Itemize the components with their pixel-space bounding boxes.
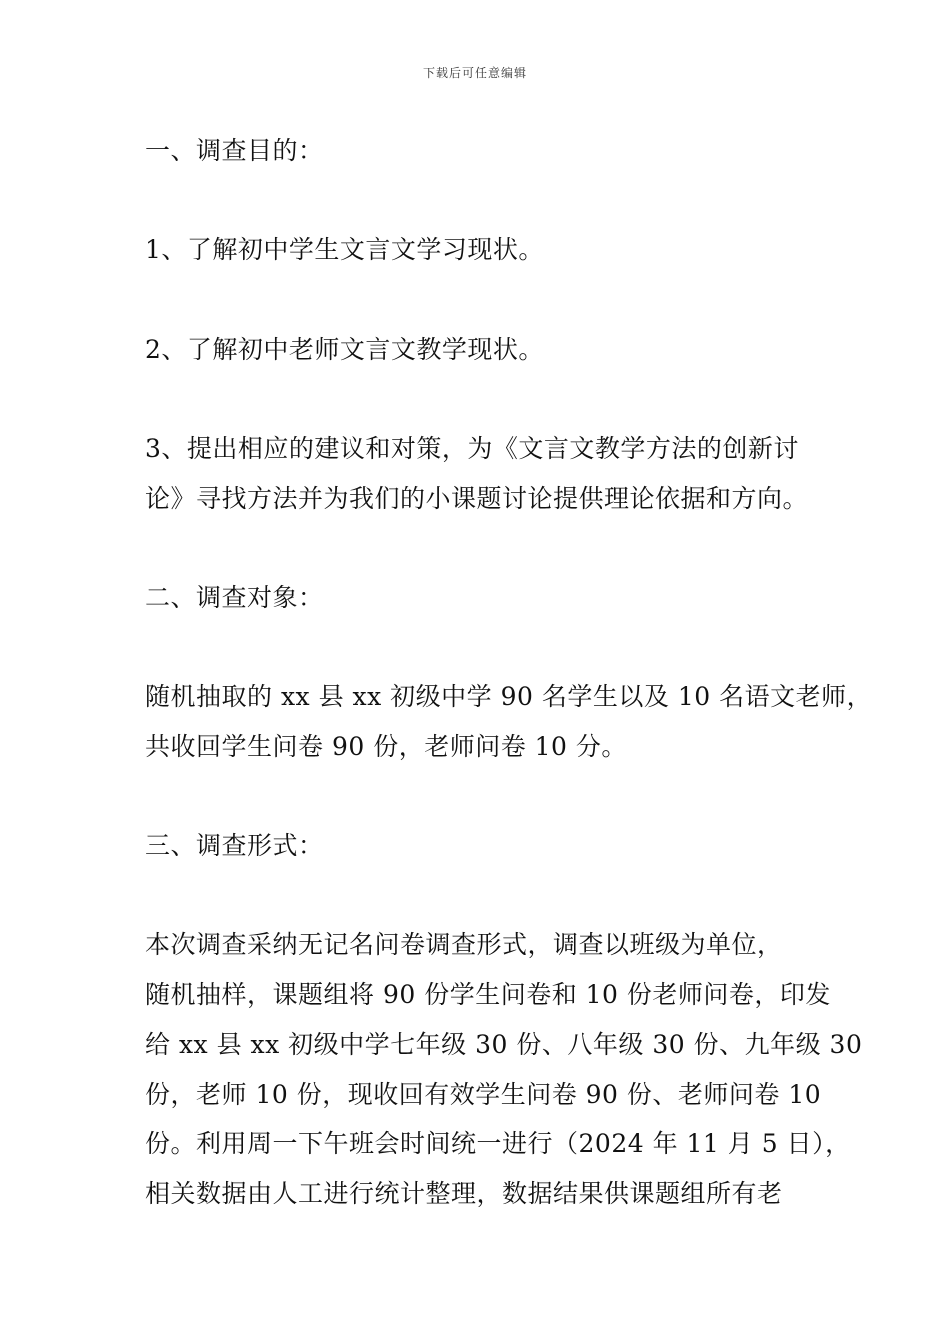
page-header: 下载后可任意编辑 (422, 66, 527, 80)
subjects-paragraph-line-1: 随机抽取的 xx 县 xx 初级中学 90 名学生以及 10 名语文老师， (145, 682, 873, 711)
section-title-format: 三、调查形式： (145, 831, 324, 860)
subjects-paragraph-line-2: 共收回学生问卷 90 份，老师问卷 10 分。 (145, 732, 627, 761)
section-title-subjects: 二、调查对象： (145, 583, 324, 612)
purpose-item-1: 1、了解初中学生文言文学习现状。 (145, 235, 544, 264)
format-paragraph-line-2: 随机抽样，课题组将 90 份学生问卷和 10 份老师问卷，印发 (145, 980, 831, 1009)
format-paragraph-line-6: 相关数据由人工进行统计整理，数据结果供课题组所有老 (145, 1179, 783, 1208)
format-paragraph-line-4: 份，老师 10 份，现收回有效学生问卷 90 份、老师问卷 10 (145, 1080, 822, 1109)
purpose-item-3-line-2: 论》寻找方法并为我们的小课题讨论提供理论依据和方向。 (145, 484, 809, 513)
format-paragraph-line-5: 份。利用周一下午班会时间统一进行（2024 年 11 月 5 日）， (145, 1129, 851, 1158)
purpose-item-2: 2、了解初中老师文言文教学现状。 (145, 335, 544, 364)
section-title-purpose: 一、调查目的： (145, 136, 324, 165)
format-paragraph-line-1: 本次调查采纳无记名问卷调查形式，调查以班级为单位， (145, 930, 783, 959)
format-paragraph-line-3: 给 xx 县 xx 初级中学七年级 30 份、八年级 30 份、九年级 30 (145, 1030, 863, 1059)
purpose-item-3-line-1: 3、提出相应的建议和对策，为《文言文教学方法的创新讨 (145, 434, 799, 463)
